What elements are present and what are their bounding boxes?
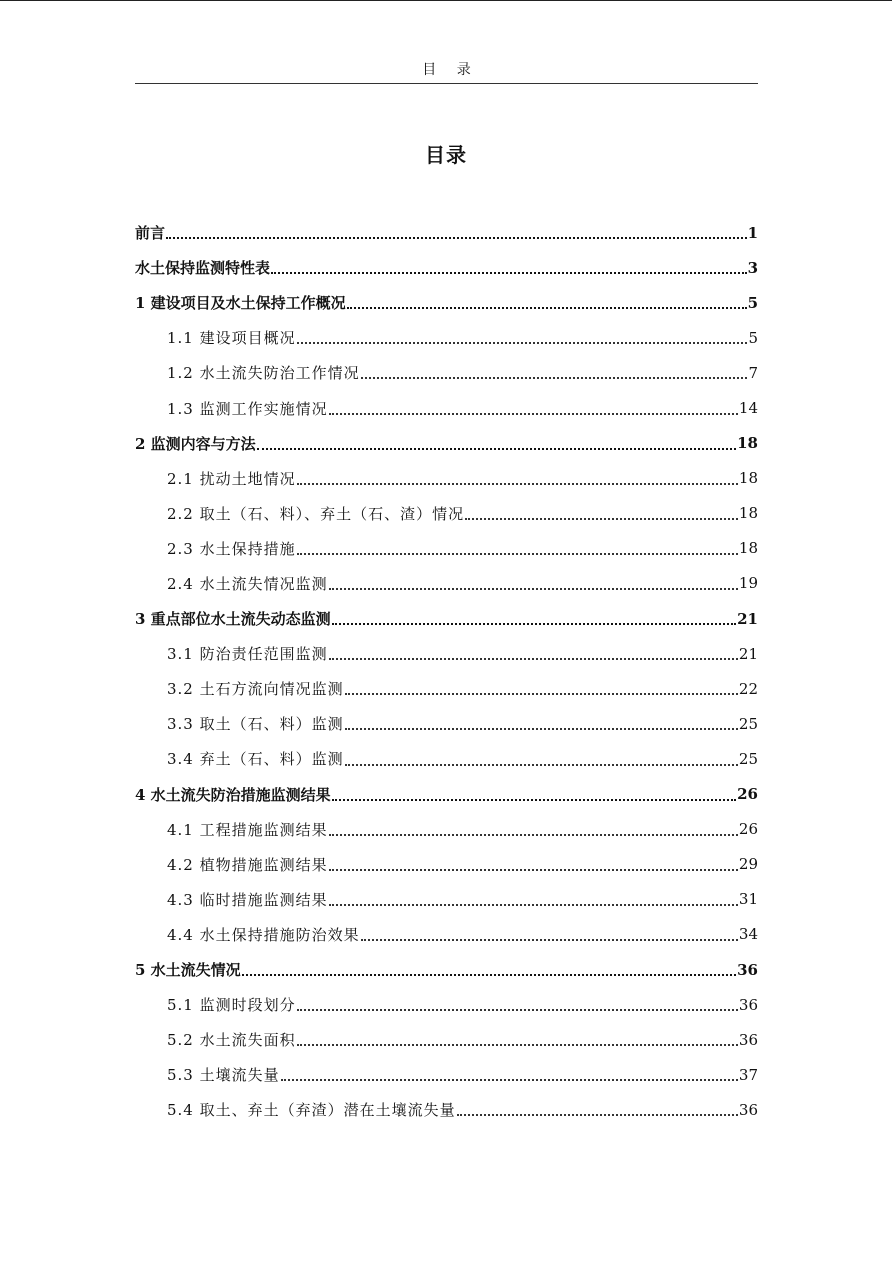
toc-dot-leader bbox=[329, 587, 738, 590]
toc-section-entry[interactable] bbox=[135, 355, 758, 390]
toc-entry-label: 5.1 监测时段划分 bbox=[167, 996, 296, 1015]
toc-dot-leader bbox=[457, 1113, 738, 1116]
toc-dot-leader bbox=[361, 938, 738, 941]
toc-section-entry[interactable] bbox=[135, 917, 758, 952]
toc-entry-label: 水土保持监测特性表 bbox=[135, 259, 271, 278]
toc-entry-label: 2.3 水土保持措施 bbox=[167, 539, 296, 558]
page-top-border bbox=[0, 0, 892, 1]
toc-dot-leader bbox=[297, 341, 748, 344]
toc-section-entry[interactable] bbox=[135, 496, 758, 531]
toc-section-entry[interactable] bbox=[135, 566, 758, 601]
toc-section-entry[interactable] bbox=[135, 390, 758, 425]
toc-page-number: 37 bbox=[738, 1065, 758, 1084]
toc-entry-label: 5 水土流失情况 bbox=[135, 961, 241, 980]
toc-page-number: 36 bbox=[738, 1100, 758, 1119]
toc-page-number: 18 bbox=[738, 469, 758, 488]
toc-section-entry[interactable] bbox=[135, 706, 758, 741]
toc-entry-label: 4 水土流失防治措施监测结果 bbox=[135, 785, 331, 804]
toc-page-number: 5 bbox=[748, 328, 758, 347]
toc-page-number: 26 bbox=[738, 820, 758, 839]
toc-chapter-entry[interactable] bbox=[135, 601, 758, 636]
toc-section-entry[interactable] bbox=[135, 671, 758, 706]
toc-page-number: 18 bbox=[738, 539, 758, 558]
toc-dot-leader bbox=[465, 517, 738, 520]
toc-dot-leader bbox=[345, 727, 738, 730]
toc-chapter-entry[interactable] bbox=[135, 426, 758, 461]
toc-page-number: 3 bbox=[747, 258, 758, 277]
toc-dot-leader bbox=[297, 482, 738, 485]
toc-dot-leader bbox=[329, 833, 738, 836]
running-header: 目 录 bbox=[135, 58, 758, 84]
toc-page-number: 5 bbox=[747, 293, 758, 312]
toc-dot-leader bbox=[345, 692, 738, 695]
toc-section-entry[interactable] bbox=[135, 987, 758, 1022]
toc-page-number: 25 bbox=[738, 714, 758, 733]
toc-section-entry[interactable] bbox=[135, 531, 758, 566]
toc-page-number: 26 bbox=[737, 785, 758, 804]
toc-dot-leader bbox=[332, 798, 736, 801]
table-of-contents bbox=[135, 215, 758, 1127]
toc-dot-leader bbox=[297, 1043, 738, 1046]
toc-entry-label: 3 重点部位水土流失动态监测 bbox=[135, 610, 331, 629]
toc-entry-label: 3.3 取土（石、料）监测 bbox=[167, 715, 344, 734]
toc-entry-label: 3.4 弃土（石、料）监测 bbox=[167, 750, 344, 769]
toc-dot-leader bbox=[242, 973, 736, 976]
toc-page-number: 7 bbox=[748, 363, 758, 382]
toc-dot-leader bbox=[281, 1078, 738, 1081]
toc-dot-leader bbox=[347, 306, 747, 309]
toc-page-number: 34 bbox=[738, 925, 758, 944]
toc-entry-label: 3.2 土石方流向情况监测 bbox=[167, 680, 344, 699]
toc-entry-label: 2.2 取土（石、料）、弃土（石、渣）情况 bbox=[167, 504, 465, 523]
toc-chapter-entry[interactable] bbox=[135, 285, 758, 320]
toc-dot-leader bbox=[329, 903, 738, 906]
toc-chapter-entry[interactable] bbox=[135, 952, 758, 987]
toc-page-number: 22 bbox=[738, 679, 758, 698]
toc-page-number: 21 bbox=[737, 609, 758, 628]
toc-section-entry[interactable] bbox=[135, 636, 758, 671]
toc-dot-leader bbox=[271, 271, 747, 274]
toc-entry-label: 3.1 防治责任范围监测 bbox=[167, 645, 328, 664]
toc-page-number: 14 bbox=[738, 399, 758, 418]
toc-section-entry[interactable] bbox=[135, 847, 758, 882]
toc-chapter-entry[interactable] bbox=[135, 777, 758, 812]
toc-dot-leader bbox=[361, 376, 748, 379]
toc-entry-label: 2.1 扰动土地情况 bbox=[167, 469, 296, 488]
toc-page-number: 29 bbox=[738, 855, 758, 874]
toc-entry-label: 1.2 水土流失防治工作情况 bbox=[167, 364, 360, 383]
toc-section-entry[interactable] bbox=[135, 812, 758, 847]
toc-page-number: 21 bbox=[738, 644, 758, 663]
toc-page-number: 19 bbox=[738, 574, 758, 593]
toc-page-number: 36 bbox=[738, 1030, 758, 1049]
toc-section-entry[interactable] bbox=[135, 1092, 758, 1127]
toc-dot-leader bbox=[329, 657, 738, 660]
toc-entry-label: 1.3 监测工作实施情况 bbox=[167, 399, 328, 418]
toc-section-entry[interactable] bbox=[135, 741, 758, 776]
toc-entry-label: 4.3 临时措施监测结果 bbox=[167, 890, 328, 909]
toc-page-number: 18 bbox=[737, 434, 758, 453]
toc-dot-leader bbox=[332, 622, 736, 625]
toc-dot-leader bbox=[329, 868, 738, 871]
toc-chapter-entry[interactable] bbox=[135, 250, 758, 285]
toc-section-entry[interactable] bbox=[135, 1057, 758, 1092]
toc-entry-label: 1 建设项目及水土保持工作概况 bbox=[135, 294, 346, 313]
toc-dot-leader bbox=[297, 1008, 738, 1011]
toc-entry-label: 前言 bbox=[135, 224, 166, 243]
toc-entry-label: 4.4 水土保持措施防治效果 bbox=[167, 925, 360, 944]
toc-dot-leader bbox=[297, 552, 738, 555]
toc-page-number: 36 bbox=[738, 995, 758, 1014]
toc-page-number: 1 bbox=[747, 223, 758, 242]
toc-page-number: 36 bbox=[737, 960, 758, 979]
page-title: 目录 bbox=[425, 143, 467, 167]
toc-entry-label: 1.1 建设项目概况 bbox=[167, 329, 296, 348]
toc-page-number: 18 bbox=[738, 504, 758, 523]
toc-entry-label: 5.3 土壤流失量 bbox=[167, 1066, 280, 1085]
toc-dot-leader bbox=[166, 236, 747, 239]
toc-chapter-entry[interactable] bbox=[135, 215, 758, 250]
toc-entry-label: 2 监测内容与方法 bbox=[135, 434, 256, 453]
toc-entry-label: 5.2 水土流失面积 bbox=[167, 1031, 296, 1050]
toc-section-entry[interactable] bbox=[135, 461, 758, 496]
toc-entry-label: 5.4 取土、弃土（弃渣）潜在土壤流失量 bbox=[167, 1101, 456, 1120]
toc-entry-label: 4.1 工程措施监测结果 bbox=[167, 820, 328, 839]
toc-section-entry[interactable] bbox=[135, 882, 758, 917]
toc-page-number: 25 bbox=[738, 749, 758, 768]
toc-section-entry[interactable] bbox=[135, 320, 758, 355]
toc-dot-leader bbox=[257, 447, 736, 450]
toc-entry-label: 2.4 水土流失情况监测 bbox=[167, 574, 328, 593]
toc-dot-leader bbox=[329, 412, 738, 415]
toc-page-number: 31 bbox=[738, 890, 758, 909]
toc-entry-label: 4.2 植物措施监测结果 bbox=[167, 855, 328, 874]
toc-dot-leader bbox=[345, 763, 738, 766]
toc-section-entry[interactable] bbox=[135, 1022, 758, 1057]
